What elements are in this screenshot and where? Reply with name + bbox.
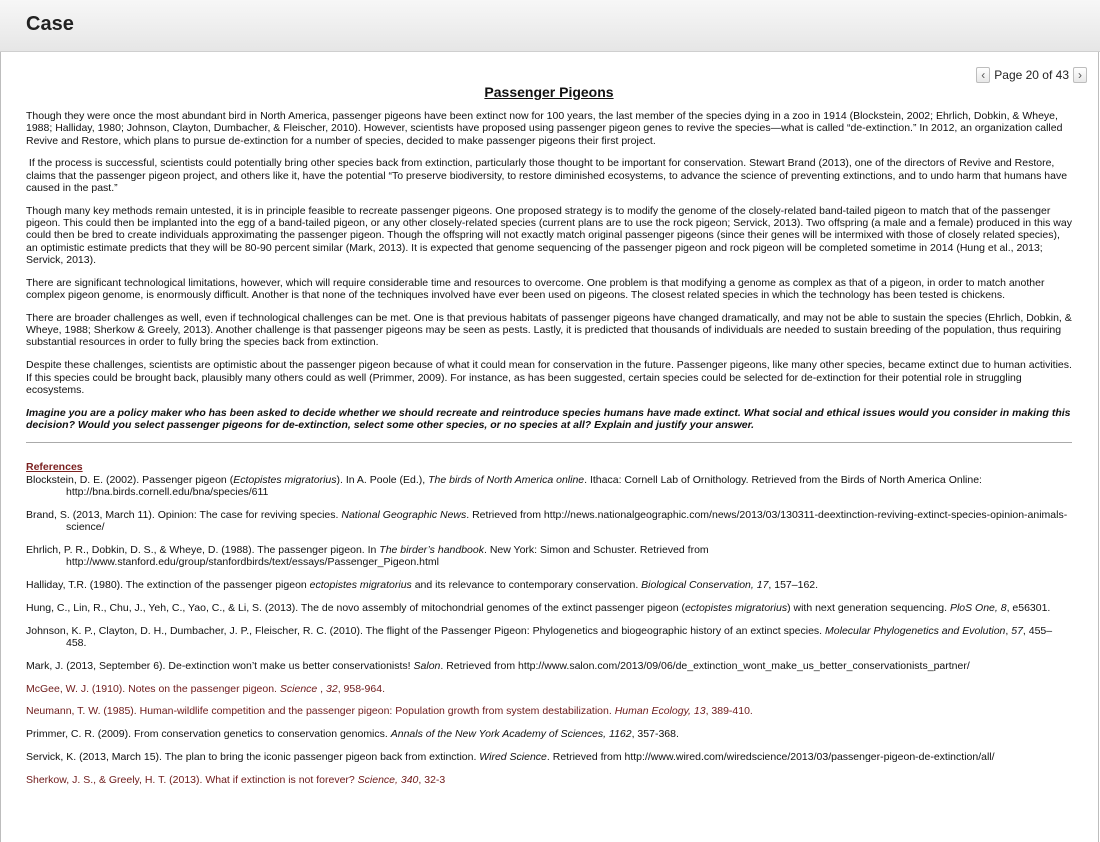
reference-ital: Annals of the New York Academy of Sciences, 1162 xyxy=(390,728,632,741)
reference-mid: , 32-3 xyxy=(418,773,446,786)
paragraph: There are significant technological limitations, however, which will require considerable time and resources to overcome. One problem is that modifying a genome as complex as that of a pigeon, in order to match another complex pigeon genome, is enormously difficult. Another is that none of the techniques involved have ever been used on pigeons. The closest related species in which the technology has been tested is chickens. xyxy=(26,276,1045,302)
reference-mid: . Retrieved from http://www.salon.com/2013/09/06/de_extinction_wont_make_us_better_conservationists_partner/ xyxy=(440,659,970,672)
reference-ital: National Geographic News xyxy=(341,508,467,521)
reference-ital2: 57 xyxy=(1011,624,1023,637)
reference-mid: , 389-410. xyxy=(705,705,753,718)
reference-item xyxy=(26,602,1072,614)
reference-ital2: PloS One, 8 xyxy=(949,601,1007,614)
reference-ital: ectopistes migratorius xyxy=(309,579,412,592)
reference-mid: , 357-368. xyxy=(631,728,679,741)
paragraph: Though they were once the most abundant bird in North America, passenger pigeons have been extinct now for 100 years, the last member of the species dying in a zoo in 1914 (Blockstein, 2002; Ehrlich, Dobkin, & Wheye, 1988; Halliday, 1980; Johnson, Clayton, Dumbacher, & Fleischer, 2010). However, scientists have proposed using passenger pigeon genes to revive the species—what is called “de-extinction.” In 2012, an organization called Revive and Restore, which plans to pursue de-extinction for a number of species, decided to make passenger pigeons their first project. xyxy=(26,110,1063,147)
reference-pre: Mark, J. (2013, September 6). De-extinction won’t make us better conservationists! xyxy=(26,659,414,672)
reference-pre: Hung, C., Lin, R., Chu, J., Yeh, C., Yao, C., & Li, S. (2013). The de novo assembly of mitochondrial genomes of the extinct passenger pigeon ( xyxy=(26,601,685,614)
reference-ital: ectopistes migratorius xyxy=(684,601,788,614)
reference-pre: Brand, S. (2013, March 11). Opinion: The case for reviving species. xyxy=(26,508,342,521)
reference-post: , e56301. xyxy=(1006,601,1051,614)
chevron-right-icon[interactable]: › xyxy=(1073,67,1087,83)
reference-ital2: The birds of North America online xyxy=(428,473,585,486)
reference-ital: Molecular Phylogenetics and Evolution xyxy=(825,624,1006,637)
reference-post: , 157–162. xyxy=(768,579,819,592)
reference-pre: Primmer, C. R. (2009). From conservation genetics to conservation genomics. xyxy=(26,728,391,741)
reference-mid: . Retrieved from http://news.nationalgeographic.com/news/2013/03/130311-deextinction-reviving-extinct-species-opinion-animals-science/ xyxy=(66,508,1068,534)
reference-mid: , xyxy=(1005,624,1012,637)
reference-post: , 958-964. xyxy=(337,682,385,695)
pager xyxy=(976,67,1087,83)
reference-item xyxy=(26,474,1072,499)
reference-post: , 455–458. xyxy=(66,624,1053,649)
reference-ital: Ectopistes migratorius xyxy=(233,473,337,486)
reference-item xyxy=(26,579,1072,591)
reference-pre: McGee, W. J. (1910). Notes on the passenger pigeon. xyxy=(26,682,280,695)
article-title: Passenger Pigeons xyxy=(484,84,614,100)
reference-ital2: Biological Conservation, 17 xyxy=(641,579,769,592)
discussion-prompt: Imagine you are a policy maker who has been asked to decide whether we should recreate and reintroduce species humans have made extinct. What social and ethical issues would you consider in making this decision? Would you select passenger pigeons for de-extinction, select some other species, or no species at all? Explain and justify your answer. xyxy=(26,406,1071,431)
reference-mid: . Retrieved from http://www.wired.com/wiredscience/2013/03/passenger-pigeon-de-extinction/all/ xyxy=(546,750,995,763)
reference-pre: Johnson, K. P., Clayton, D. H., Dumbacher, J. P., Fleischer, R. C. (2010). The flight of the Passenger Pigeon: Phylogenetics and biogeographic history of an extinct species. xyxy=(26,624,826,637)
reference-mid: and its relevance to contemporary conservation. xyxy=(411,579,642,592)
references-heading: References xyxy=(26,460,83,473)
reference-ital: Wired Science xyxy=(479,750,547,763)
reference-item xyxy=(26,509,1072,534)
reference-mid: ). In A. Poole (Ed.), xyxy=(336,473,429,486)
reference-pre: Servick, K. (2013, March 15). The plan to bring the iconic passenger pigeon back from extinction. xyxy=(26,750,480,763)
reference-post: . Ithaca: Cornell Lab of Ornithology. Retrieved from the Birds of North America Online: http://bna.birds.cornell.edu/bna/species/611 xyxy=(66,473,982,499)
paragraph: If the process is successful, scientists could potentially bring other species back from extinction, particularly those thought to be important for conservation. Stewart Brand (2013), one of the directors of Revive and Restore, claims that the passenger pigeon project, and others like it, have the potential “To preserve biodiversity, to restore diminished ecosystems, to advance the science of preventing extinctions, and to undo harm that humans have caused in the past.” xyxy=(26,157,1070,194)
page-title: Case xyxy=(26,13,74,35)
reference-item[interactable] xyxy=(26,774,1072,786)
reference-ital: Human Ecology, 13 xyxy=(614,705,706,718)
reference-mid: , xyxy=(317,682,327,695)
paragraph: Though many key methods remain untested, it is in principle feasible to recreate passenger pigeons. One proposed strategy is to modify the genome of the closely-related band-tailed pigeon to match that of the passenger pigeon. This could then be implanted into the egg of a band-tailed pigeon, or any other closely-related species (current plans are to use the rock pigeon; Servick, 2013). Two offspring (a male and a female) produced in this way could then be bred to create individuals approximating the passenger pigeon. Though the offspring will not exactly match original passenger pigeons (since their genes will be intermixed with those of closely related species), an optimistic estimate predicts that they will be 80-90 percent similar (Mark, 2013). It is expected that genome sequencing of the passenger pigeon and rock pigeon will be completed sometime in 2014 (Hung et al., 2013; Servick, 2013). xyxy=(26,204,1072,266)
reference-ital2: 32 xyxy=(326,682,338,695)
reference-ital: Science, 340 xyxy=(357,773,419,786)
reference-ital: The birder’s handbook xyxy=(379,543,484,556)
reference-item xyxy=(26,728,1072,740)
divider xyxy=(26,442,1072,443)
reference-ital: Science xyxy=(279,682,318,695)
chevron-left-icon[interactable]: ‹ xyxy=(976,67,990,83)
references-list xyxy=(26,474,1072,786)
reference-item xyxy=(26,660,1072,672)
paragraph: There are broader challenges as well, even if technological challenges can be met. One is that previous habitats of passenger pigeons have changed dramatically, and may not be able to sustain the species (Ehrlich, Dobkin, & Wheye, 1988; Sherkow & Greely, 2013). Another challenge is that passenger pigeons may be seen as pests. Lastly, it is predicted that thousands of individuals are needed to sustain breeding of the population, thus requiring substantial resources in order to fully bring the species back from extinction. xyxy=(26,311,1072,349)
reference-mid: . New York: Simon and Schuster. Retrieved from http://www.stanford.edu/group/stanfordbirds/text/essays/Passenger_Pigeon.html xyxy=(66,543,709,569)
reference-ital: Salon xyxy=(413,659,441,672)
reference-pre: Ehrlich, P. R., Dobkin, D. S., & Wheye, D. (1988). The passenger pigeon. In xyxy=(26,543,380,556)
reference-item[interactable] xyxy=(26,705,1072,717)
app-header xyxy=(0,0,1100,52)
reference-item xyxy=(26,625,1072,650)
reference-item xyxy=(26,751,1072,763)
case-content xyxy=(26,84,1072,796)
reference-pre: Blockstein, D. E. (2002). Passenger pigeon ( xyxy=(26,473,234,486)
reference-mid: ) with next generation sequencing. xyxy=(787,601,950,614)
reference-item xyxy=(26,544,1072,569)
reference-pre: Neumann, T. W. (1985). Human-wildlife competition and the passenger pigeon: Population growth from system destabilization. xyxy=(26,705,615,718)
reference-pre: Halliday, T.R. (1980). The extinction of the passenger pigeon xyxy=(26,579,310,592)
page-indicator: Page 20 of 43 xyxy=(994,68,1069,82)
reference-item[interactable] xyxy=(26,683,1072,695)
paragraph: Despite these challenges, scientists are optimistic about the passenger pigeon because of what it could mean for conservation in the future. Passenger pigeons, like many other species, became extinct due to human activities. If this species could be brought back, plausibly many others could as well (Primmer, 2009). For instance, as has been suggested, certain species could be selected for de-extinction for their potential role in struggling ecosystems. xyxy=(26,359,1072,396)
reference-pre: Sherkow, J. S., & Greely, H. T. (2013). What if extinction is not forever? xyxy=(26,773,358,786)
